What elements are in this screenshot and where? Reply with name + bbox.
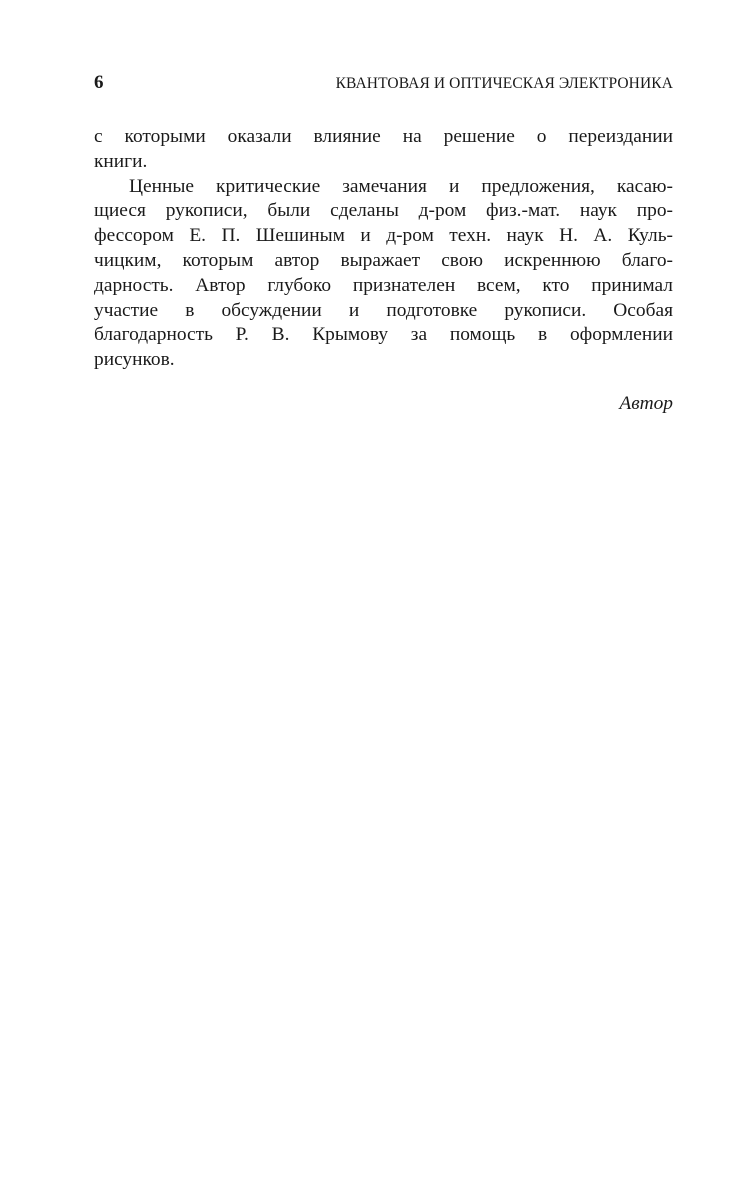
- paragraph-1-line: с которыми оказали влияние на решение о переиздании: [94, 126, 673, 147]
- paragraph-2-line: фессором Е. П. Шешиным и д-ром техн. наук Н. А. Куль-: [94, 225, 673, 247]
- page-number: 6: [94, 72, 104, 93]
- paragraph-2-line: рисунков.: [94, 349, 175, 371]
- paragraph-2-line: чицким, которым автор выражает свою искреннюю благо-: [94, 249, 673, 271]
- author-signature: Автор: [619, 393, 673, 414]
- paragraph-1-line: книги.: [94, 150, 148, 172]
- running-title: КВАНТОВАЯ И ОПТИЧЕСКАЯ ЭЛЕКТРОНИКА: [335, 75, 673, 92]
- paragraph-2-line: Ценные критические замечания и предложения, касаю-: [129, 175, 673, 197]
- paragraph-2-line: благодарность Р. В. Крымову за помощь в оформлении: [94, 324, 673, 346]
- body-text: [94, 125, 673, 373]
- paragraph-2-line: щиеся рукописи, были сделаны д-ром физ.-мат. наук про-: [94, 200, 673, 222]
- paragraph-2-line: дарность. Автор глубоко признателен всем, кто принимал: [94, 274, 673, 296]
- paragraph-2-line: участие в обсуждении и подготовке рукописи. Особая: [94, 299, 673, 321]
